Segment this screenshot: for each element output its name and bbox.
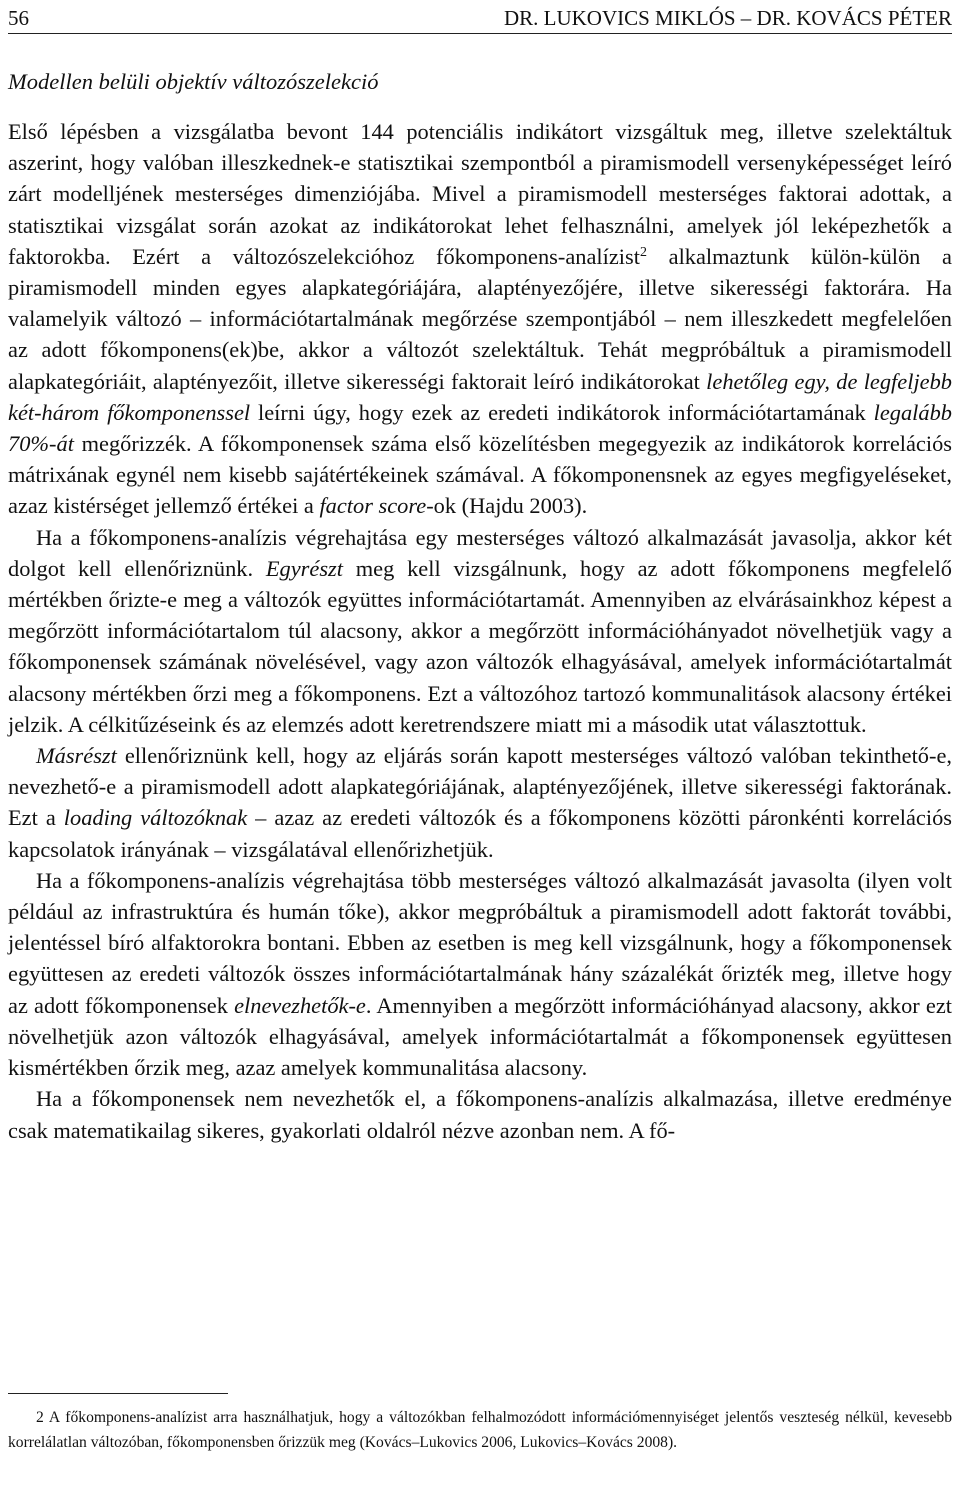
- text-run: alkalmaztunk külön-külön a piramismodell minden egyes alapkategóriájára, alaptényezőjére, illetve sikerességi faktorára. Ha valamelyik változó – információtartalmának megőrzése szempontjából – nem illeszkedett megfelelően az adott főkomponens(ek)be, akkor a változót szelektáltuk. Tehát megpróbáltuk a piramismodell alapkategóriáit, alaptényezőit, illetve sikerességi faktorait leíró indikátorokat: [8, 243, 952, 394]
- text-run: . Amennyiben a megőrzött információhányad alacsony, akkor ezt növelhetjük azon változók elhagyásával, amelyek információtartalmát a főkomponensek együttesen kismértékben őrzik meg, azaz amelyek kommunalitása alacsony.: [8, 992, 952, 1081]
- running-header: [8, 0, 952, 34]
- emphasis: loading változóknak: [63, 805, 248, 831]
- text-run: Ha a főkomponens-analízis végrehajtása egy mesterséges változó alkalmazását javasolja, akkor két dolgot kell ellenőriznünk.: [8, 524, 952, 581]
- body-text: [8, 116, 952, 1146]
- text-run: – azaz az eredeti változók és a főkomponens közötti páronkénti korrelációs kapcsolatok irányának – vizsgálatával ellenőrizhetjük.: [8, 805, 952, 862]
- header-authors: DR. LUKOVICS MIKLÓS – DR. KOVÁCS PÉTER: [503, 6, 952, 30]
- paragraph-1: [8, 116, 952, 522]
- emphasis: elnevezhetők-e: [234, 992, 366, 1018]
- emphasis: legalább 70%-át: [8, 399, 952, 457]
- paragraph-3: [8, 740, 952, 865]
- text-run: -ok (Hajdu 2003).: [426, 493, 588, 519]
- footnote-marker: 2: [639, 244, 647, 260]
- paragraph-2: [8, 522, 952, 740]
- emphasis: Egyrészt: [265, 555, 343, 581]
- text-run: leírni úgy, hogy ezek az eredeti indikátorok információtartamának: [250, 399, 874, 425]
- emphasis: factor score: [319, 493, 427, 519]
- text-run: Ha a főkomponens-analízis végrehajtása több mesterséges változó alkalmazását javasolta (ilyen volt például az infrastruktúra és humán tőke), akkor megpróbáltuk a piramismodell adott faktorát további, jelentéssel bíró alfaktorokra bontani. Ebben az esetben is meg kell vizsgálnunk, hogy a főkomponensek együttesen az eredeti változók összes információtartalmának hány százalékát őrizték meg, illetve hogy az adott főkomponensek: [8, 867, 952, 1018]
- text-run: ellenőriznünk kell, hogy az eljárás során kapott mesterséges változó valóban tekinthető-e, nevezhető-e a piramismodell adott alapkategóriájának, alaptényezőjének, illetve sikerességi faktorának. Ezt a: [8, 743, 952, 831]
- page-number: 56: [8, 6, 29, 30]
- text-run: Első lépésben a vizsgálatba bevont 144 potenciális indikátort vizsgáltuk meg, illetve szelektáltuk aszerint, hogy valóban illeszkednek-e statisztikai szempontból a piramismodell versenyképességet leíró zárt modelljének mesterséges dimenziójába. Mivel a piramismodell mesterséges faktorai adottak, a statisztikai vizsgálat során azokat az indikátorokat lehet felhasználni, amelyek jól leképezhetők a faktorokba. Ezért a változószelekcióhoz főkomponens-analízist: [8, 119, 952, 269]
- paragraph-4: [8, 865, 952, 1083]
- document-page: [8, 0, 953, 1451]
- paragraph-5: [8, 1083, 952, 1145]
- footnote-separator: [8, 1393, 228, 1394]
- text-run: meg kell vizsgálnunk, hogy az adott főkomponens megfelelő mértékben őrizte-e meg a változók együttes információtartamát. Amennyiben az elvárásainkhoz képest a megőrzött információtartalom túl alacsony, akkor a megőrzött információhányadot növelhetjük vagy a főkomponensek számának növelésével, vagy azon változók elhagyásával, amelyek információtartalmát alacsony mértékben őrzi meg a főkomponens. Ezt a változóhoz tartozó kommunalitások alacsony értékei jelzik. A célkitűzéseink és az elemzés adott keretrendszere miatt mi a második utat választottuk.: [8, 555, 953, 737]
- emphasis: lehetőleg egy, de legfeljebb két-három főkomponenssel: [8, 368, 952, 425]
- emphasis: Másrészt: [36, 743, 117, 769]
- footnote: 2 A főkomponens-analízist arra használhatjuk, hogy a változókban felhalmozódott információmennyiséget jelentős veszteség nélkül, kevesebb korrelálatlan változóban, főkomponensben őrizzük meg (Kovács–Lukovics 2006, Lukovics–Kovács 2008).: [8, 1409, 952, 1451]
- section-title: Modellen belüli objektív változószelekció: [8, 69, 379, 94]
- text-run: Ha a főkomponensek nem nevezhetők el, a főkomponens-analízis alkalmazása, illetve eredménye csak matematikailag sikeres, gyakorlati oldalról nézve azonban nem. A fő-: [8, 1086, 952, 1143]
- text-run: megőrizzék. A főkomponensek száma első közelítésben megegyezik az indikátorok korrelációs mátrixának egynél nem kisebb sajátértékeinek számával. A főkomponensnek az egyes megfigyeléseket, azaz kistérséget jellemző értékei a: [8, 431, 952, 519]
